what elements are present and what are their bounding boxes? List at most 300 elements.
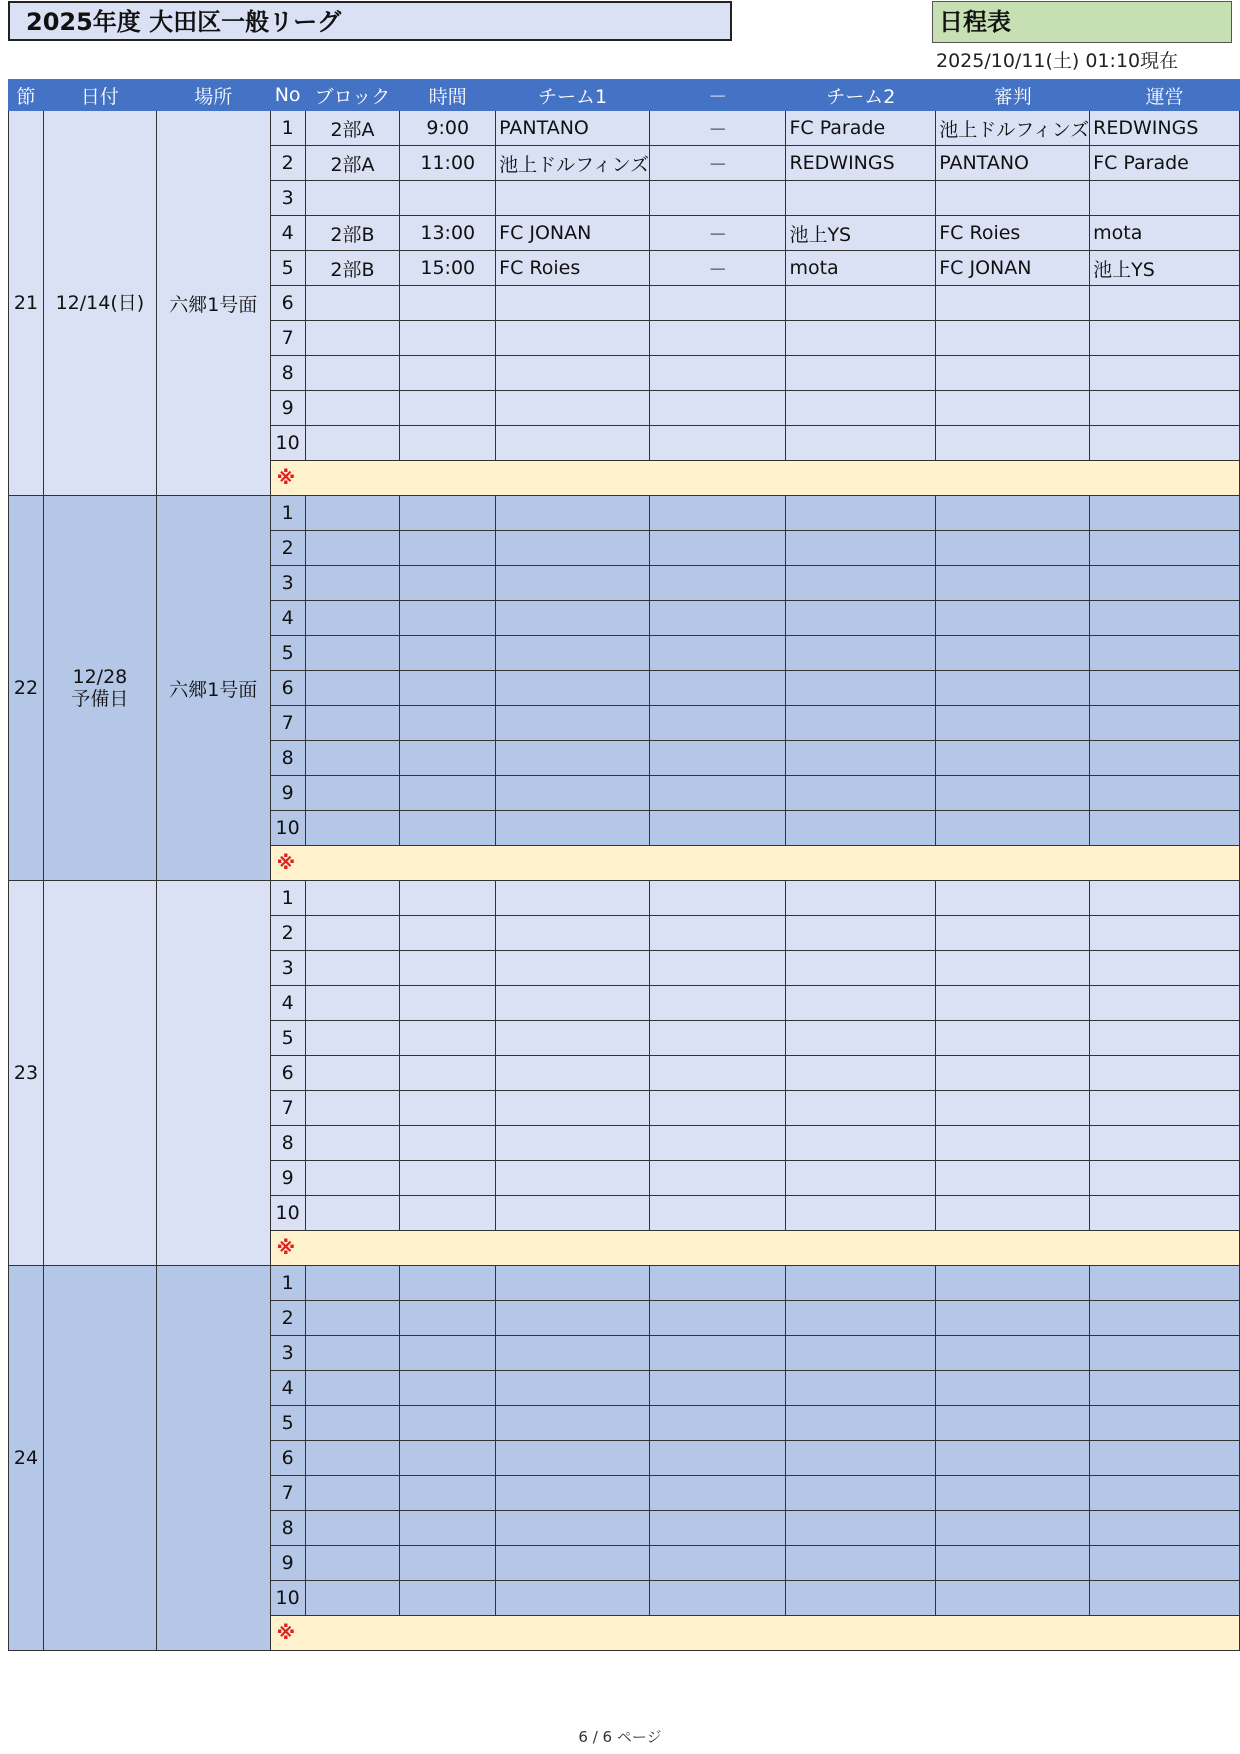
league-title: 2025年度 大田区一般リーグ: [8, 1, 732, 41]
cell-vs: [650, 706, 786, 741]
cell-staff: [1090, 531, 1240, 566]
match-date: [43, 496, 156, 881]
cell-referee: [936, 1441, 1090, 1476]
cell-staff: [1090, 811, 1240, 846]
cell-staff: [1090, 986, 1240, 1021]
match-no: 9: [270, 776, 305, 811]
cell-staff: [1090, 1476, 1240, 1511]
match-no: 2: [270, 1301, 305, 1336]
cell-time: [400, 1336, 496, 1371]
cell-referee: [936, 1126, 1090, 1161]
cell-team2: [786, 916, 936, 951]
cell-block: [305, 776, 400, 811]
cell-team2: [786, 1161, 936, 1196]
cell-team2: [786, 1091, 936, 1126]
cell-referee: [936, 1371, 1090, 1406]
cell-team2: [786, 706, 936, 741]
cell-time: [400, 776, 496, 811]
cell-team2: [786, 1406, 936, 1441]
cell-referee: [936, 1091, 1090, 1126]
cell-referee: [936, 1476, 1090, 1511]
cell-block: [305, 1476, 400, 1511]
cell-block: [305, 1301, 400, 1336]
cell-block: [305, 1546, 400, 1581]
cell-block: [305, 811, 400, 846]
header-col-staff: 運営: [1090, 80, 1240, 111]
match-no: 10: [270, 1581, 305, 1616]
cell-time: [400, 706, 496, 741]
cell-team2: [786, 391, 936, 426]
cell-team1: [496, 741, 650, 776]
header-col-time: 時間: [400, 80, 496, 111]
match-no: 1: [270, 1266, 305, 1301]
cell-referee: [936, 1161, 1090, 1196]
cell-vs: [650, 916, 786, 951]
round-number: 22: [9, 496, 44, 881]
cell-block: [305, 496, 400, 531]
header-col-date: 日付: [43, 80, 156, 111]
cell-team2: [786, 881, 936, 916]
cell-staff: [1090, 1546, 1240, 1581]
cell-team1: [496, 1301, 650, 1336]
cell-referee: [936, 356, 1090, 391]
cell-referee: [936, 986, 1090, 1021]
match-no: 6: [270, 671, 305, 706]
cell-block: [305, 601, 400, 636]
cell-vs: [650, 1336, 786, 1371]
cell-block: [305, 881, 400, 916]
cell-team2: [786, 811, 936, 846]
cell-referee: [936, 601, 1090, 636]
cell-block: [305, 916, 400, 951]
updated-timestamp: 2025/10/11(土) 01:10現在: [936, 50, 1179, 72]
cell-block: 2部B: [305, 216, 400, 251]
cell-team2: [786, 1581, 936, 1616]
cell-block: [305, 951, 400, 986]
cell-vs: [650, 321, 786, 356]
cell-team2: [786, 181, 936, 216]
cell-vs: －: [650, 251, 786, 286]
cell-team1: [496, 951, 650, 986]
match-no: 6: [270, 286, 305, 321]
cell-referee: [936, 1581, 1090, 1616]
cell-team1: [496, 356, 650, 391]
cell-vs: [650, 986, 786, 1021]
cell-time: [400, 426, 496, 461]
cell-time: [400, 741, 496, 776]
cell-block: [305, 1371, 400, 1406]
cell-referee: [936, 531, 1090, 566]
cell-vs: [650, 496, 786, 531]
table-row: [9, 496, 1240, 531]
cell-team1: [496, 601, 650, 636]
cell-team1: [496, 881, 650, 916]
cell-time: [400, 916, 496, 951]
cell-team1: [496, 1056, 650, 1091]
cell-staff: [1090, 391, 1240, 426]
cell-vs: －: [650, 216, 786, 251]
cell-staff: [1090, 1581, 1240, 1616]
cell-referee: FC JONAN: [936, 251, 1090, 286]
match-no: 2: [270, 916, 305, 951]
cell-team1: [496, 1196, 650, 1231]
header-col-round: 節: [9, 80, 44, 111]
cell-time: [400, 566, 496, 601]
cell-referee: [936, 181, 1090, 216]
cell-vs: [650, 951, 786, 986]
cell-vs: [650, 811, 786, 846]
cell-team2: [786, 426, 936, 461]
match-no: 9: [270, 391, 305, 426]
round-number: 24: [9, 1266, 44, 1651]
cell-team1: [496, 1546, 650, 1581]
cell-time: [400, 1126, 496, 1161]
cell-block: [305, 1126, 400, 1161]
match-no: 10: [270, 1196, 305, 1231]
cell-block: [305, 986, 400, 1021]
schedule-table: [8, 79, 1240, 1651]
match-no: 3: [270, 1336, 305, 1371]
match-no: 1: [270, 881, 305, 916]
cell-time: [400, 1441, 496, 1476]
cell-time: [400, 1301, 496, 1336]
cell-team1: [496, 811, 650, 846]
match-no: 8: [270, 741, 305, 776]
cell-staff: [1090, 356, 1240, 391]
cell-vs: [650, 741, 786, 776]
cell-block: [305, 1161, 400, 1196]
round-group: [9, 1266, 1240, 1651]
cell-team2: [786, 1371, 936, 1406]
cell-staff: [1090, 1091, 1240, 1126]
cell-vs: [650, 1406, 786, 1441]
cell-team2: [786, 601, 936, 636]
venue: 六郷1号面: [156, 111, 270, 496]
match-no: 6: [270, 1056, 305, 1091]
cell-team1: [496, 496, 650, 531]
cell-staff: [1090, 1406, 1240, 1441]
note-mark: ※: [270, 461, 1239, 496]
cell-team1: [496, 321, 650, 356]
cell-team1: [496, 1021, 650, 1056]
cell-time: [400, 391, 496, 426]
cell-staff: [1090, 1301, 1240, 1336]
cell-block: [305, 1196, 400, 1231]
cell-team2: [786, 1511, 936, 1546]
page-number: 6 / 6 ページ: [578, 1728, 662, 1746]
header-col-venue: 場所: [156, 80, 270, 111]
round-group: [9, 496, 1240, 881]
cell-time: [400, 1056, 496, 1091]
cell-vs: [650, 671, 786, 706]
cell-vs: [650, 286, 786, 321]
cell-block: [305, 1021, 400, 1056]
cell-block: [305, 531, 400, 566]
cell-staff: [1090, 916, 1240, 951]
cell-time: 15:00: [400, 251, 496, 286]
cell-team1: [496, 706, 650, 741]
cell-block: [305, 1581, 400, 1616]
cell-block: [305, 1266, 400, 1301]
cell-block: 2部A: [305, 146, 400, 181]
cell-block: [305, 286, 400, 321]
cell-referee: [936, 1511, 1090, 1546]
cell-team2: [786, 1546, 936, 1581]
cell-team1: [496, 636, 650, 671]
cell-time: 13:00: [400, 216, 496, 251]
cell-staff: [1090, 881, 1240, 916]
match-no: 8: [270, 1126, 305, 1161]
cell-time: [400, 986, 496, 1021]
cell-vs: [650, 776, 786, 811]
match-no: 5: [270, 636, 305, 671]
cell-team2: [786, 1476, 936, 1511]
cell-team2: REDWINGS: [786, 146, 936, 181]
cell-staff: [1090, 181, 1240, 216]
match-no: 1: [270, 496, 305, 531]
match-no: 9: [270, 1546, 305, 1581]
cell-referee: [936, 811, 1090, 846]
cell-team1: 池上ドルフィンズ: [496, 146, 650, 181]
cell-block: [305, 391, 400, 426]
cell-team2: [786, 951, 936, 986]
date-subtext: 予備日: [71, 688, 129, 710]
cell-team1: [496, 916, 650, 951]
cell-team1: [496, 1581, 650, 1616]
cell-team1: [496, 531, 650, 566]
cell-staff: [1090, 496, 1240, 531]
cell-vs: [650, 1266, 786, 1301]
match-no: 3: [270, 566, 305, 601]
match-no: 7: [270, 1091, 305, 1126]
cell-team1: [496, 1406, 650, 1441]
cell-team2: [786, 1196, 936, 1231]
cell-block: [305, 671, 400, 706]
date-text: 12/28: [72, 666, 128, 688]
match-no: 3: [270, 181, 305, 216]
table-row: [9, 1266, 1240, 1301]
cell-staff: [1090, 1056, 1240, 1091]
cell-time: [400, 1581, 496, 1616]
note-mark: ※: [270, 1616, 1239, 1651]
cell-vs: [650, 1126, 786, 1161]
cell-block: [305, 706, 400, 741]
cell-team2: [786, 1301, 936, 1336]
cell-referee: [936, 286, 1090, 321]
match-no: 9: [270, 1161, 305, 1196]
cell-staff: [1090, 1266, 1240, 1301]
cell-time: [400, 636, 496, 671]
cell-team2: [786, 986, 936, 1021]
cell-time: [400, 881, 496, 916]
cell-staff: [1090, 741, 1240, 776]
cell-time: [400, 1091, 496, 1126]
cell-time: [400, 321, 496, 356]
cell-referee: [936, 1406, 1090, 1441]
cell-block: 2部A: [305, 111, 400, 146]
cell-staff: mota: [1090, 216, 1240, 251]
match-no: 2: [270, 146, 305, 181]
cell-time: [400, 1406, 496, 1441]
cell-vs: [650, 1511, 786, 1546]
cell-vs: －: [650, 146, 786, 181]
cell-block: [305, 426, 400, 461]
cell-team2: [786, 776, 936, 811]
cell-time: [400, 286, 496, 321]
cell-staff: [1090, 1371, 1240, 1406]
cell-referee: [936, 1196, 1090, 1231]
cell-vs: [650, 1476, 786, 1511]
cell-team2: [786, 636, 936, 671]
cell-staff: [1090, 776, 1240, 811]
cell-team2: 池上YS: [786, 216, 936, 251]
cell-vs: [650, 1301, 786, 1336]
cell-time: [400, 356, 496, 391]
cell-team1: [496, 1161, 650, 1196]
match-no: 4: [270, 986, 305, 1021]
cell-staff: FC Parade: [1090, 146, 1240, 181]
cell-referee: [936, 1336, 1090, 1371]
cell-time: [400, 181, 496, 216]
round-number: 21: [9, 111, 44, 496]
match-date: [43, 881, 156, 1266]
cell-team2: [786, 1126, 936, 1161]
cell-time: 9:00: [400, 111, 496, 146]
cell-vs: [650, 566, 786, 601]
cell-vs: [650, 1091, 786, 1126]
cell-referee: [936, 706, 1090, 741]
cell-time: [400, 1021, 496, 1056]
cell-block: [305, 566, 400, 601]
cell-staff: [1090, 1336, 1240, 1371]
schedule-label: 日程表: [932, 1, 1232, 43]
cell-block: [305, 741, 400, 776]
match-no: 4: [270, 1371, 305, 1406]
cell-vs: [650, 1161, 786, 1196]
round-group: [9, 111, 1240, 496]
cell-team1: [496, 986, 650, 1021]
cell-referee: [936, 321, 1090, 356]
cell-vs: [650, 1441, 786, 1476]
cell-vs: [650, 881, 786, 916]
table-row: [9, 111, 1240, 146]
cell-time: [400, 1476, 496, 1511]
cell-block: [305, 1056, 400, 1091]
note-mark: ※: [270, 1231, 1239, 1266]
cell-team2: [786, 356, 936, 391]
cell-team1: [496, 1266, 650, 1301]
venue: 六郷1号面: [156, 496, 270, 881]
cell-vs: [650, 356, 786, 391]
cell-staff: [1090, 706, 1240, 741]
cell-block: [305, 1441, 400, 1476]
cell-team2: [786, 1056, 936, 1091]
cell-block: [305, 181, 400, 216]
cell-staff: REDWINGS: [1090, 111, 1240, 146]
cell-vs: [650, 1546, 786, 1581]
cell-staff: [1090, 1511, 1240, 1546]
cell-team1: PANTANO: [496, 111, 650, 146]
cell-staff: [1090, 1021, 1240, 1056]
header-col-team2: チーム2: [786, 80, 936, 111]
match-no: 5: [270, 1021, 305, 1056]
cell-block: [305, 1511, 400, 1546]
cell-referee: [936, 636, 1090, 671]
cell-team1: [496, 1126, 650, 1161]
cell-time: [400, 601, 496, 636]
cell-team2: [786, 566, 936, 601]
cell-staff: [1090, 1126, 1240, 1161]
cell-team1: [496, 391, 650, 426]
cell-referee: [936, 496, 1090, 531]
header-col-vs: －: [650, 80, 786, 111]
cell-staff: [1090, 321, 1240, 356]
cell-referee: 池上ドルフィンズ: [936, 111, 1090, 146]
cell-staff: [1090, 601, 1240, 636]
cell-team1: [496, 181, 650, 216]
cell-team1: [496, 1476, 650, 1511]
cell-referee: [936, 1021, 1090, 1056]
match-no: 10: [270, 811, 305, 846]
cell-team2: [786, 741, 936, 776]
cell-vs: [650, 1371, 786, 1406]
match-no: 5: [270, 1406, 305, 1441]
cell-team1: [496, 426, 650, 461]
cell-vs: [650, 1196, 786, 1231]
note-mark: ※: [270, 846, 1239, 881]
cell-time: [400, 1546, 496, 1581]
cell-team2: [786, 671, 936, 706]
table-row: [9, 881, 1240, 916]
cell-referee: [936, 1266, 1090, 1301]
cell-time: 11:00: [400, 146, 496, 181]
cell-referee: [936, 951, 1090, 986]
cell-referee: [936, 776, 1090, 811]
cell-staff: [1090, 1441, 1240, 1476]
cell-vs: [650, 1056, 786, 1091]
cell-team2: [786, 531, 936, 566]
match-date: [43, 111, 156, 496]
match-no: 7: [270, 706, 305, 741]
round-group: [9, 881, 1240, 1266]
cell-referee: [936, 1301, 1090, 1336]
cell-team1: [496, 286, 650, 321]
cell-vs: [650, 1581, 786, 1616]
venue: [156, 881, 270, 1266]
cell-vs: [650, 426, 786, 461]
cell-time: [400, 1196, 496, 1231]
cell-team2: [786, 1336, 936, 1371]
cell-team1: [496, 671, 650, 706]
match-no: 4: [270, 216, 305, 251]
cell-referee: [936, 741, 1090, 776]
date-text: 12/14(日): [55, 292, 145, 314]
cell-team2: [786, 1441, 936, 1476]
match-no: 4: [270, 601, 305, 636]
cell-vs: [650, 391, 786, 426]
cell-vs: [650, 601, 786, 636]
match-no: 2: [270, 531, 305, 566]
cell-team1: [496, 566, 650, 601]
match-no: 7: [270, 321, 305, 356]
match-no: 8: [270, 356, 305, 391]
cell-team1: FC JONAN: [496, 216, 650, 251]
cell-team1: [496, 1371, 650, 1406]
cell-team2: [786, 496, 936, 531]
cell-time: [400, 1371, 496, 1406]
cell-staff: [1090, 636, 1240, 671]
cell-block: [305, 1091, 400, 1126]
